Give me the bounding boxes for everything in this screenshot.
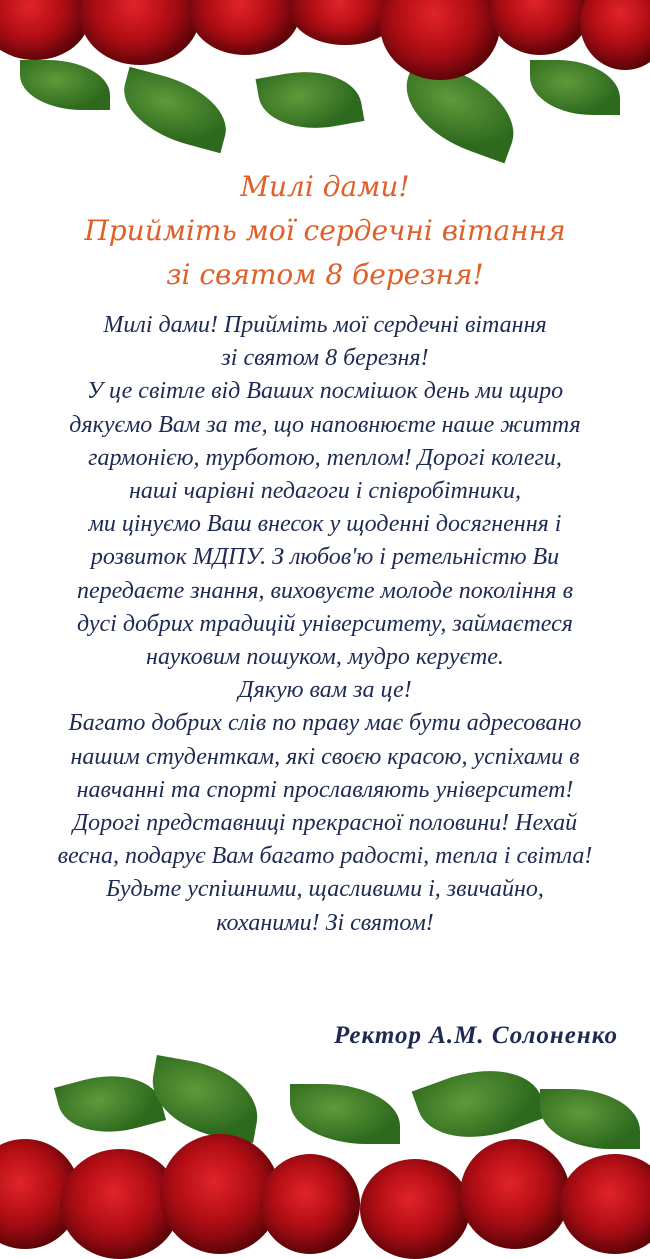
- body-line: коханими! Зі святом!: [216, 909, 434, 936]
- body-line: дякуємо Вам за те, що наповнюєте наше життя: [69, 411, 581, 438]
- body-line: гармонією, турботою, теплом! Дорогі колеги,: [88, 444, 562, 471]
- body-line: навчанні та спорті прославляють університет!: [76, 776, 574, 803]
- body-line: У це світле від Ваших посмішок день ми щиро: [86, 378, 564, 405]
- body-line: Багато добрих слів по праву має бути адресовано: [68, 710, 582, 737]
- body-line: Дорогі представниці прекрасної половини! Нехай: [72, 810, 578, 837]
- greeting-title: [0, 165, 650, 297]
- greeting-body: [0, 309, 650, 940]
- title-line: Прийміть мої сердечні вітання: [84, 214, 566, 247]
- body-line: нашим студенткам, які своєю красою, успіхами в: [70, 743, 580, 770]
- body-line: зі святом 8 березня!: [221, 345, 429, 372]
- body-line: Дякую вам за це!: [238, 677, 412, 704]
- body-line: Милі дами! Прийміть мої сердечні вітання: [103, 312, 547, 338]
- title-line: Милі дами!: [240, 170, 410, 203]
- body-line: ми цінуємо Ваш внесок у щоденні досягнення і: [88, 511, 562, 538]
- body-line: розвиток МДПУ. З любов'ю і ретельністю Ви: [90, 544, 560, 571]
- body-line: передаєте знання, виховуєте молоде покоління в: [76, 577, 573, 604]
- body-line: наші чарівні педагоги і співробітники,: [128, 478, 521, 505]
- title-line: зі святом 8 березня!: [166, 258, 484, 291]
- body-line: науковим пошуком, мудро керуєте.: [146, 644, 504, 671]
- roses-top-border: [0, 0, 650, 150]
- body-line: дусі добрих традицій університету, займаєтеся: [77, 610, 573, 637]
- signature: Ректор А.М. Солоненко: [334, 1022, 618, 1049]
- body-line: Будьте успішними, щасливими і, звичайно,: [106, 876, 544, 903]
- body-line: весна, подарує Вам багато радості, тепла і світла!: [57, 843, 593, 870]
- roses-bottom-border: [0, 1054, 650, 1229]
